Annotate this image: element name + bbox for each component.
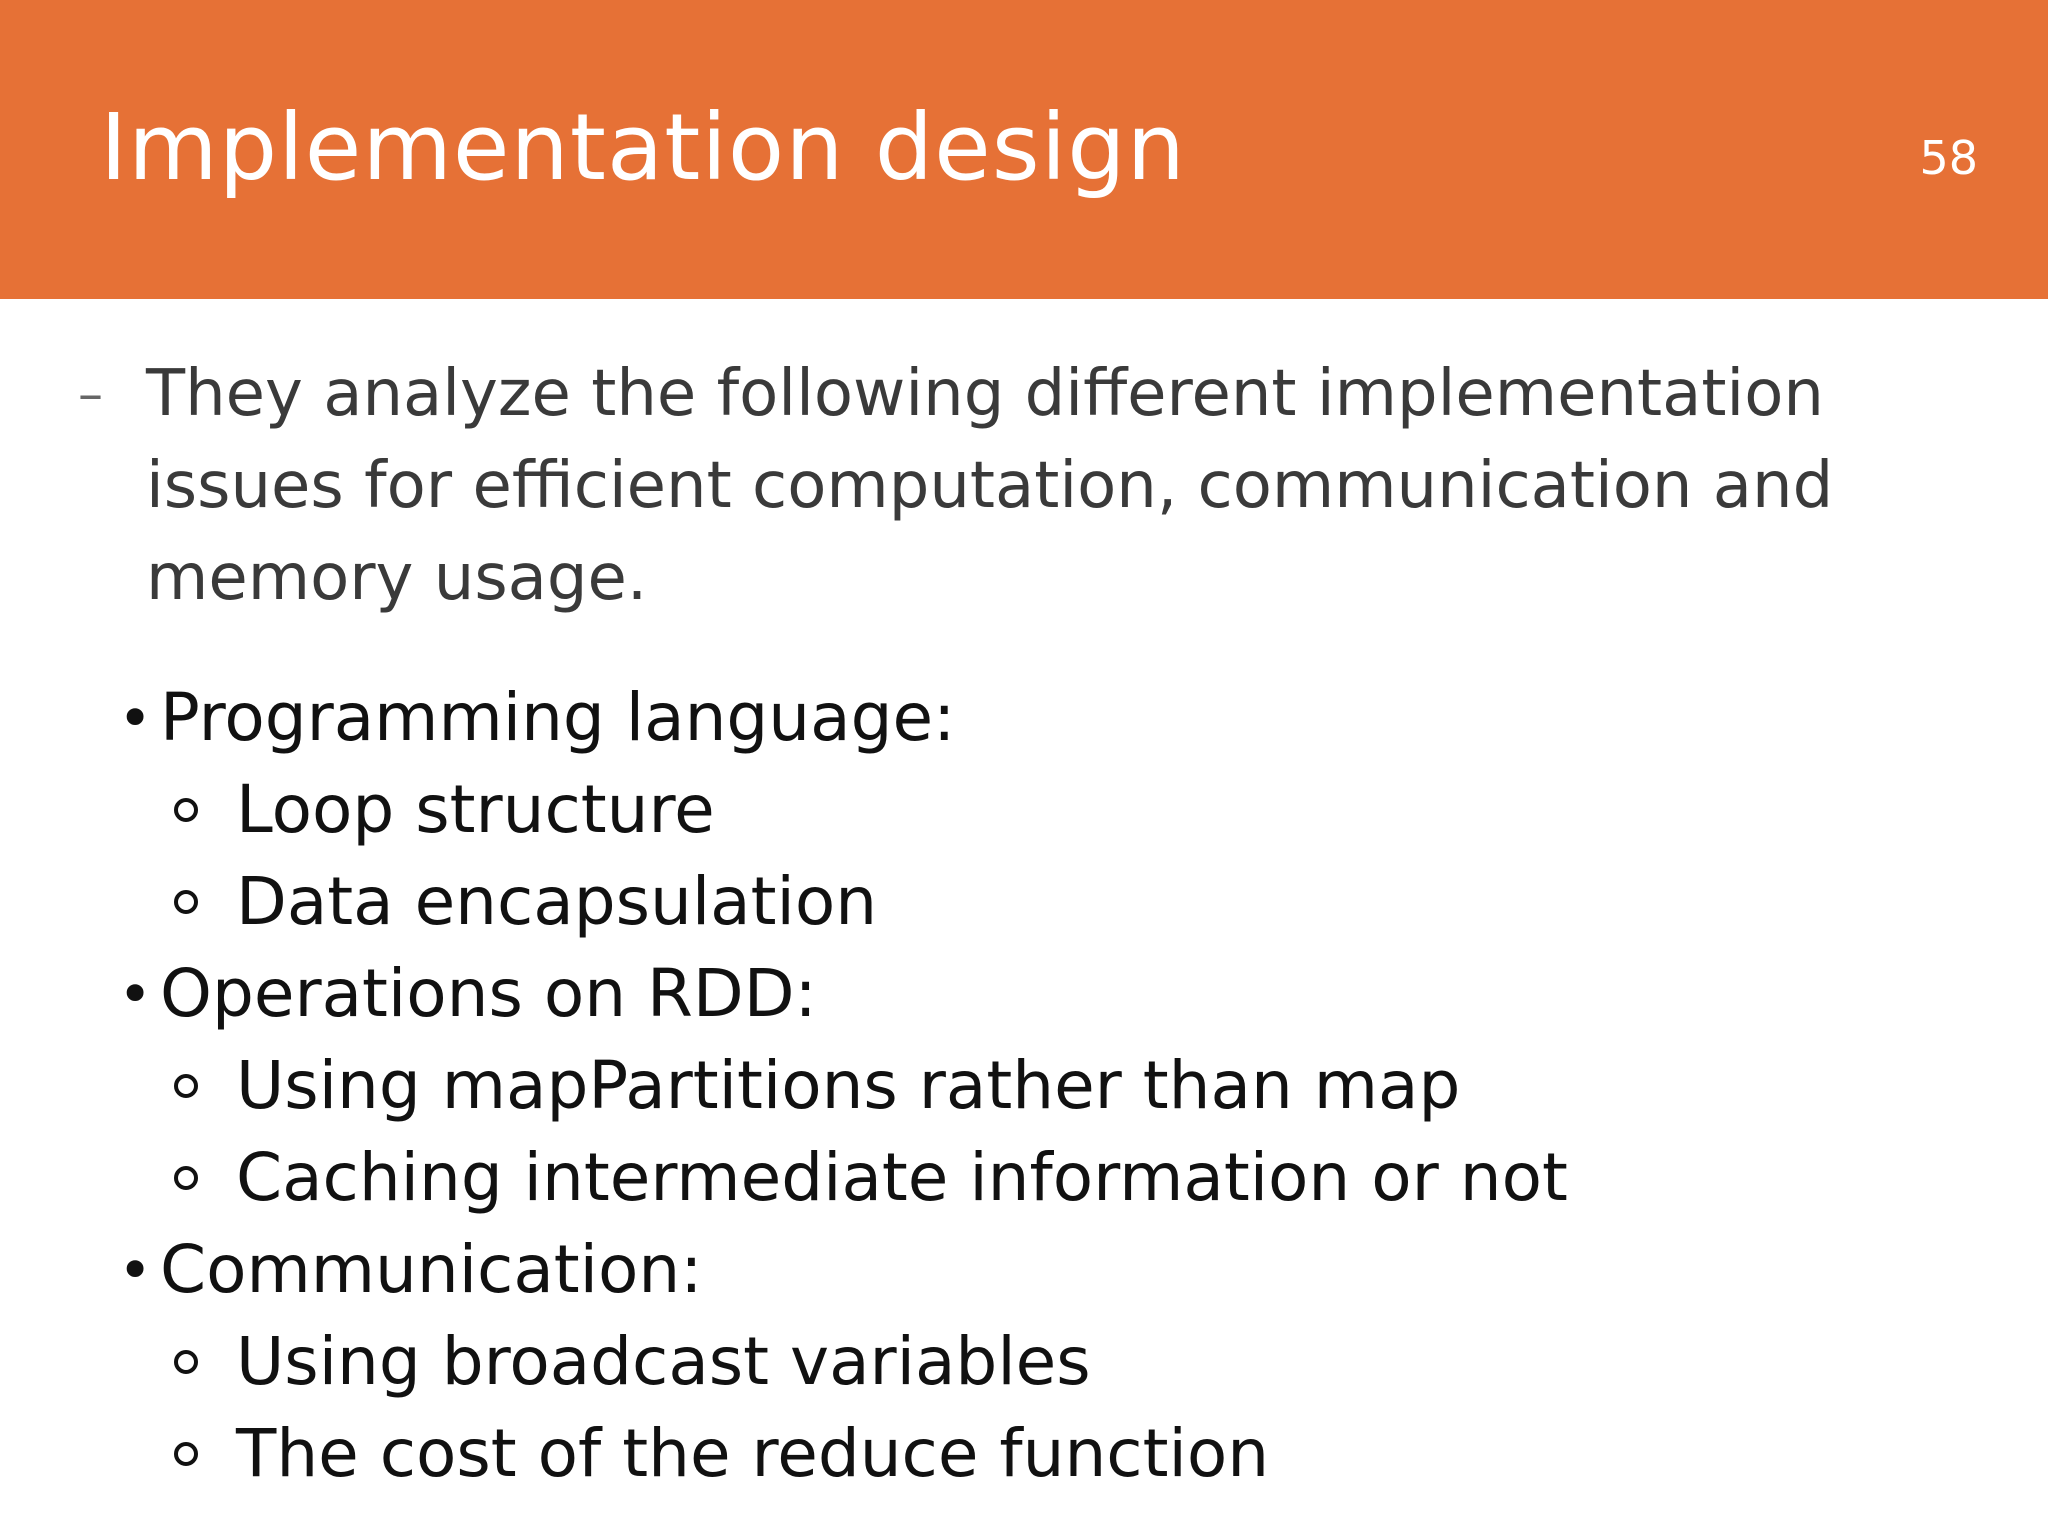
- bullet-label: Communication:: [160, 1231, 703, 1308]
- bullet-label: Programming language:: [160, 679, 956, 756]
- sub-item-label: Caching intermediate information or not: [236, 1139, 1568, 1216]
- intro-text: They analyze the following different implementation issues for efficient computation, communication and memory usage.: [146, 357, 1834, 615]
- page-number: 58: [1919, 131, 1978, 185]
- dash-marker: –: [78, 365, 103, 423]
- bullet-label: Operations on RDD:: [160, 955, 817, 1032]
- sub-item-label: Using broadcast variables: [236, 1323, 1091, 1400]
- sub-item-label: Data encapsulation: [236, 863, 878, 940]
- hollow-circle-icon: [174, 890, 198, 914]
- hollow-circle-icon: [174, 1166, 198, 1190]
- hollow-circle-icon: [174, 1442, 198, 1466]
- bullet-icon: •: [118, 960, 153, 1028]
- sub-item-label: The cost of the reduce function: [236, 1415, 1270, 1492]
- sub-item-label: Loop structure: [236, 771, 715, 848]
- bullet-icon: •: [118, 1236, 153, 1304]
- hollow-circle-icon: [174, 1074, 198, 1098]
- hollow-circle-icon: [174, 1350, 198, 1374]
- sub-item-label: Using mapPartitions rather than map: [236, 1047, 1461, 1124]
- slide-header: [0, 0, 2048, 299]
- bullet-icon: •: [118, 684, 153, 752]
- slide-title: Implementation design: [100, 94, 1186, 201]
- hollow-circle-icon: [174, 798, 198, 822]
